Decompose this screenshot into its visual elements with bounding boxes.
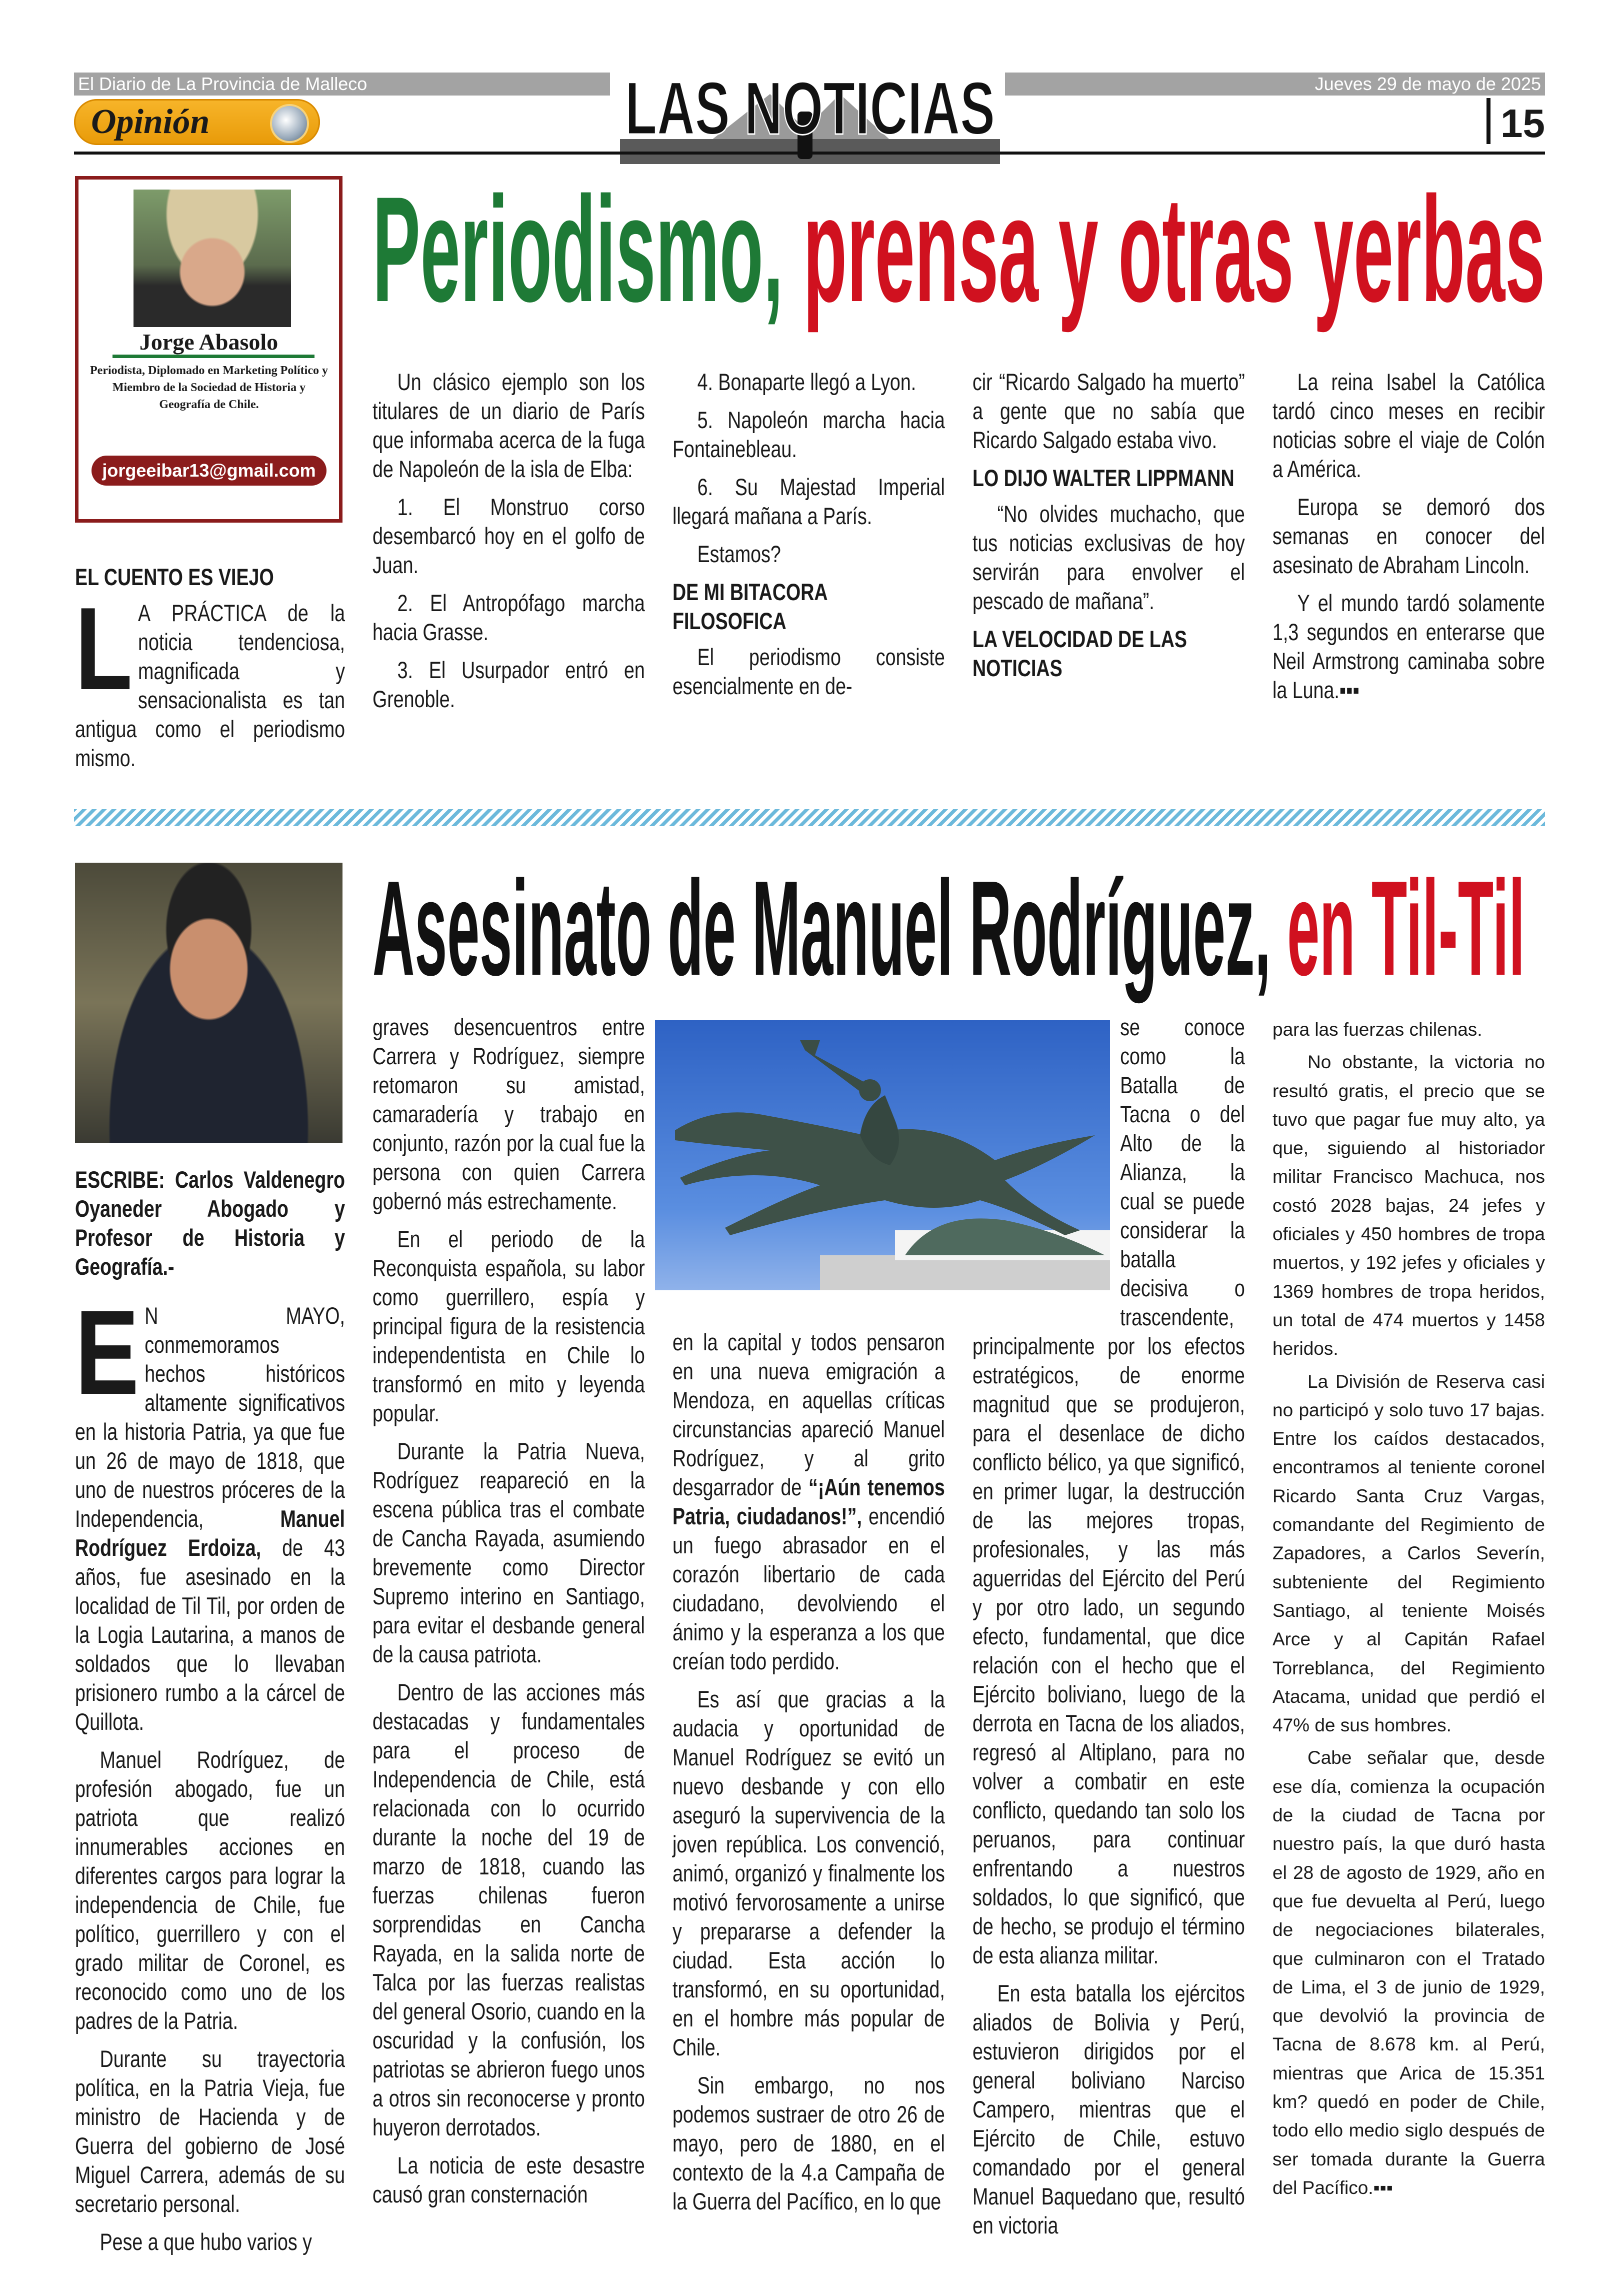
subheading: DE MI BITACORA FILOSOFICA	[672, 579, 828, 634]
article2-column-4: se conoce como la Batalla de Tacna o del Alto de la Alianza, la cual se puede considerar la batalla decisiva o trascendente, principalmente por los efectos estratégicos, de enorme magnitud que se produjeron, para el desenlace de dicho conflicto bélico, ya que significó, en primer lugar, la destrucción de las mejores tropas, profesionales, y las más aguerridas del Ejército del Perú y por otro lado, un segundo efecto, fundamental, que dice relación con el hecho que el Ejército boliviano, luego de la derrota en Tacna de los aliados, regresó al Altiplano, para no volver a combatir en este conflicto, quedando tan solo los peruanos, para continuar enfrentando a nuestros soldados, lo que significó, que de hecho, se produjo el término de esta alianza militar. En esta batalla los ejércitos aliados de Bolivia y Perú, estuvieron dirigidos por el general boliviano Narciso Campero, mientras que el Ejército de Chile, estuvo comandado por el general Manuel Baquedano que, resultó en victoria	[972, 1014, 1245, 2238]
svg-text:LAS NOTICIAS: LAS NOTICIAS	[625, 66, 995, 150]
author-box	[75, 176, 342, 523]
speaker-icon	[270, 104, 309, 143]
article1-column-4: cir “Ricardo Salgado ha muerto” a gente que no sabía que Ricardo Salgado estaba vivo. LO DIJO WALTER LIPPMANN “No olvides muchacho, que tus noticias exclusivas de hoy servirán para envolver el pescado de mañana”. LA VELOCIDAD DE LAS NOTICIAS	[972, 368, 1245, 690]
page-number: 15	[1486, 98, 1545, 147]
section-divider	[74, 809, 1545, 826]
author-email[interactable]: jorgeeibar13@gmail.com	[92, 456, 326, 486]
author-description: Periodista, Diplomado en Marketing Político y Miembro de la Sociedad de Historia y Geografía de Chile.	[90, 364, 328, 411]
article1-column-2: Un clásico ejemplo son los titulares de un diario de París que informaba acerca de la fuga de Napoleón de la isla de Elba: 1. El Monstruo corso desembarcó hoy en el golfo de Juan. 2. El Antropófago marcha hacia Grasse. 3. El Usurpador entró en Grenoble.	[372, 369, 645, 712]
article2-column-5: para las fuerzas chilenas. No obstante, la victoria no resultó gratis, el precio que se tuvo que pagar fue muy alto, ya que, siguiendo al historiador militar Francisco Machuca, nos costó 2028 bajas, 24 jefes y oficiales y 450 hombres de tropa muertos, y 192 jefes y oficiales y 1369 hombres de tropa heridos, un total de 474 muertos y 1458 heridos. La División de Reserva casi no participó y solo tuvo 17 bajas. Entre los caídos destacados, encontramos al teniente coronel Ricardo Santa Cruz Vargas, comandante del Regimiento de Zapadores, a Carlos Severín, subteniente del Regimiento Santiago, al teniente Moisés Arce y al Capitán Rafael Torreblanca, del Regimiento Atacama, unidad que perdió el 47% de sus hombres. Cabe señalar que, desde ese día, comienza la ocupación de la ciudad de Tacna por nuestro país, la que duró hasta el 28 de agosto de 1929, año en que fue devuelta al Perú, luego de negociaciones bilaterales, que culminaron con el Tratado de Lima, el 3 de junio de 1929, que devolvió la provincia de Tacna de 8.678 km. al Perú, mientras que Arica de 15.351 km? quedó en poder de Chile, todo ello medio siglo después de ser tomada durante la Guerra del Pacífico.▪▪▪	[1272, 1019, 1545, 2198]
headline-1: Periodismo, prensa y otras yerbas	[372, 165, 1546, 333]
writer-photo	[75, 863, 342, 1143]
subheading: LA VELOCIDAD DE LAS NOTICIAS	[972, 626, 1187, 681]
header-rule	[74, 152, 1545, 155]
drop-cap: E	[75, 1285, 140, 1419]
article2-column-2: graves desencuentros entre Carrera y Rodríguez, siempre retomaron su amistad, camaradería y trabajo en conjunto, razón por la cual fue la persona con quien Carrera gobernó más estrechamente. En el periodo de la Reconquista española, su labor como guerrillero, espía y principal figura de la resistencia independentista en Chile lo transformó en mito y leyenda popular. Durante la Patria Nueva, Rodríguez reapareció en la escena pública tras el combate de Cancha Rayada, asumiendo brevemente como Director Supremo interino en Santiago, para evitar el desbande general de la causa patriota. Dentro de las acciones más destacadas y fundamentales para el proceso de Independencia de Chile, está relacionada con lo ocurrido durante la noche del 19 de marzo de 1818, cuando las fuerzas chilenas fueron sorprendidas en Cancha Rayada, en la salida norte de Talca por las fuerzas realistas del general Osorio, cuando en la oscuridad y la confusión, los patriotas se abrieron fuego unos a otros sin reconocerse y pronto huyeron derrotados. La noticia de este desastre causó gran consternación	[372, 1014, 645, 2207]
paper-name: El Diario de La Provincia de Malleco	[74, 73, 610, 96]
article2-column-1: ESCRIBE: Carlos Valdenegro Oyaneder Abogado y Profesor de Historia y Geografía.- E N MAYO, conmemoramos hechos históricos altamente significativos en la historia Patria, ya que fue un 26 de mayo de 1818, que uno de nuestros próceres de la Independencia, Manuel Rodríguez Erdoiza, de 43 años, fue asesinado en la localidad de Til Til, por orden de la Logia Lautarina, a manos de soldados que lo llevaban prisionero rumbo a la cárcel de Quillota. Manuel Rodríguez, de profesión abogado, fue un patriota que realizó innumerables acciones en diferentes cargos para lograr la independencia de Chile, fue político, guerrillero y con el grado militar de Coronel, es reconocido como uno de los padres de la Patria. Durante su trayectoria política, en la Patria Vieja, fue ministro de Hacienda y de Guerra del gobierno de José Miguel Carrera, además de su secretario personal. Pese a que hubo varios y	[75, 1166, 345, 2255]
subheading: LO DIJO WALTER LIPPMANN	[972, 465, 1234, 491]
article1-column-1: EL CUENTO ES VIEJO L A PRÁCTICA de la noticia tendenciosa, magnificada y sensacionalista es tan antigua como el periodismo mismo.	[75, 564, 345, 771]
author-name: Jorge Abasolo	[139, 329, 278, 355]
headline-2: Asesinato de Manuel Rodríguez, en Til-Til	[372, 853, 1525, 1004]
article1-column-3: 4. Bonaparte llegó a Lyon. 5. Napoleón marcha hacia Fontainebleau. 6. Su Majestad Imperial llegará mañana a París. Estamos? DE MI BITACORA FILOSOFICA El periodismo consiste esencialmente en de-	[672, 369, 945, 699]
drop-cap: L	[75, 583, 132, 714]
author-divider	[112, 355, 314, 358]
issue-date: Jueves 29 de mayo de 2025	[1005, 73, 1545, 96]
section-badge	[74, 99, 320, 145]
byline: ESCRIBE: Carlos Valdenegro Oyaneder Abogado y Profesor de Historia y Geografía.-	[75, 1166, 345, 1280]
article1-column-5: La reina Isabel la Católica tardó cinco meses en recibir noticias sobre el viaje de Colón a América. Europa se demoró dos semanas en conocer del asesinato de Abraham Lincoln. Y el mundo tardó solamente 1,3 segundos en enterarse que Neil Armstrong caminaba sobre la Luna.▪▪▪	[1272, 369, 1545, 703]
image-wrap-spacer	[972, 1013, 1120, 1329]
section-label: Opinión	[91, 103, 210, 141]
subheading: EL CUENTO ES VIEJO	[75, 564, 274, 590]
author-photo	[134, 190, 291, 327]
article2-column-3: en la capital y todos pensaron en una nueva emigración a Mendoza, en aquellas críticas circunstancias apareció Manuel Rodríguez, y al grito desgarrador de “¡Aún tenemos Patria, ciudadanos!”, encendió un fuego abrasador en el corazón libertario de cada ciudadano, devolviendo el ánimo y la esperanza a los que creían todo perdido. Es así que gracias a la audacia y oportunidad de Manuel Rodríguez se evitó un nuevo desbande y con ello aseguró la supervivencia de la joven república. Los convenció, animó, organizó y finalmente los motivó fervorosamente a unirse y prepararse a defender la ciudad. Esta acción lo transformó, en su oportunidad, en el hombre más popular de Chile. Sin embargo, no nos podemos sustraer de otro 26 de mayo, pero de 1880, en el contexto de la 4.a Campaña de la Guerra del Pacífico, en lo que	[672, 1329, 945, 2214]
